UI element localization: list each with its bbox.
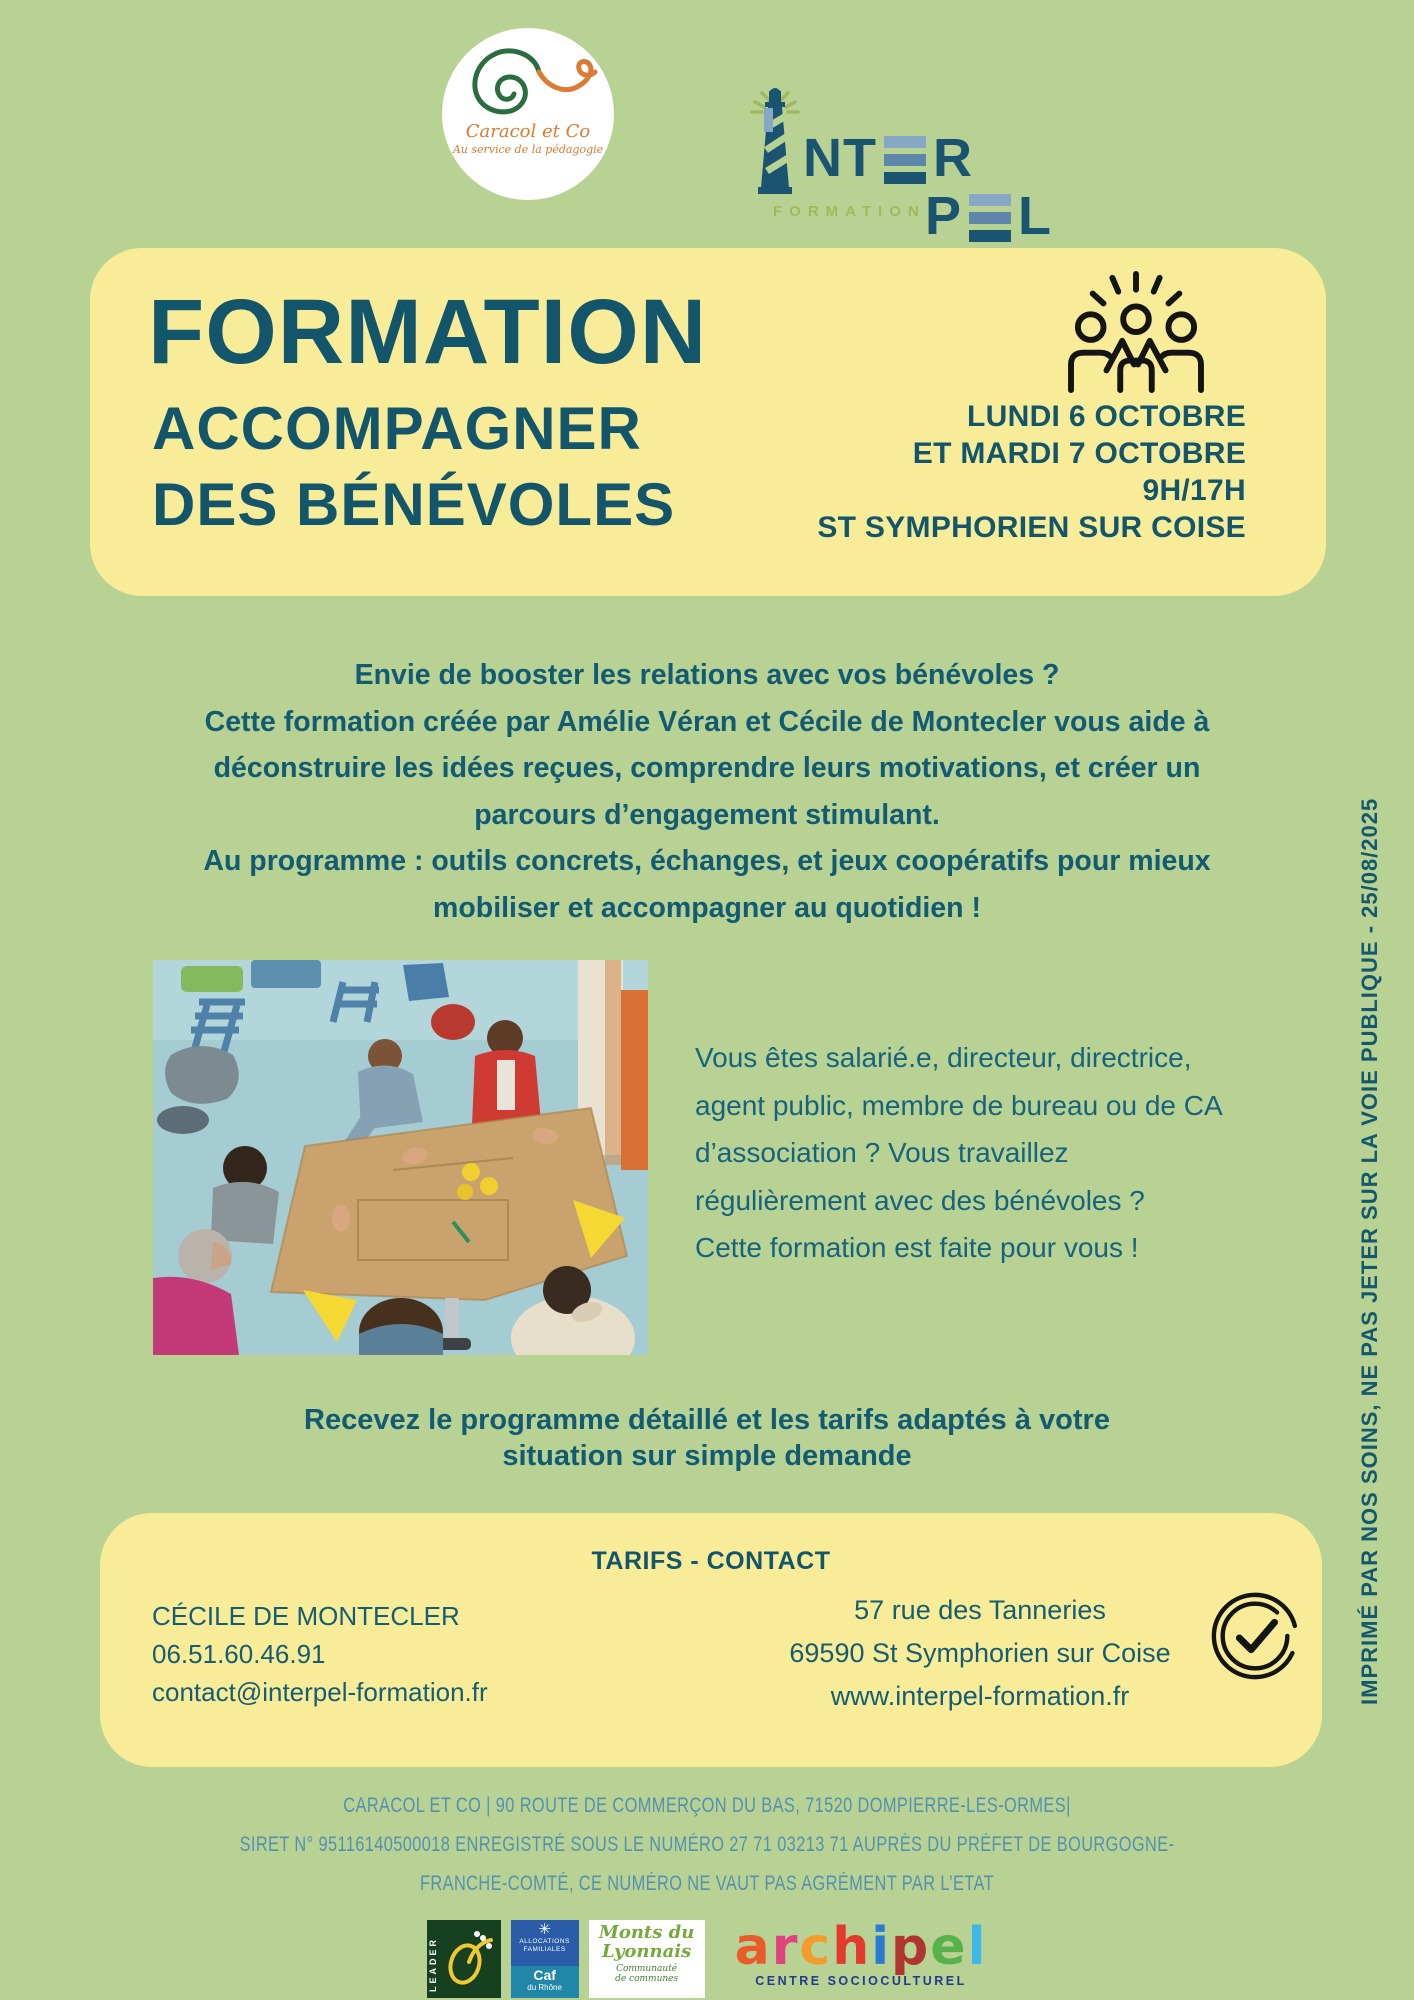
- archipel-letter: l: [967, 1917, 988, 1977]
- caracol-logo-tagline: Au service de la pédagogie: [452, 143, 604, 156]
- caf-region: du Rhône: [527, 1983, 562, 1992]
- mdl-name-line2: Lyonnais: [601, 1941, 692, 1962]
- archipel-subtitle: CENTRE SOCIOCULTUREL: [755, 1974, 967, 1988]
- archipel-wordmark: [734, 1917, 988, 1977]
- contact-address-block: [700, 1589, 1260, 1718]
- mdl-subtitle-line2: de communes: [615, 1974, 679, 1984]
- mdl-subtitle-line1: Communauté: [616, 1964, 678, 1974]
- celebration-people-icon: [1052, 268, 1220, 396]
- leader-logo-label: LEADER: [427, 1936, 438, 1992]
- event-location: ST SYMPHORIEN SUR COISE: [817, 511, 1246, 544]
- interpel-letter-p: P: [925, 186, 963, 246]
- spiral-wave-icon: [453, 42, 603, 120]
- page-title: FORMATION: [148, 281, 708, 383]
- archipel-letter: a: [734, 1917, 772, 1977]
- intro-line: mobiliser et accompagner au quotidien !: [433, 891, 981, 924]
- archipel-letter: e: [930, 1917, 968, 1977]
- intro-line: déconstruire les idées reçues, comprendre leurs motivations, et créer un: [213, 752, 1201, 784]
- intro-paragraph: [60, 652, 1354, 931]
- page-subtitle-line2: DES BÉNÉVOLES: [152, 471, 676, 538]
- event-time: 9H/17H: [1142, 474, 1246, 507]
- partner-logos-row: [0, 1917, 1414, 1998]
- audience-paragraph: [695, 1034, 1275, 1272]
- caf-label-line2: FAMILIALES: [523, 1946, 566, 1953]
- caf-logo: [511, 1920, 579, 1998]
- page-subtitle-line1: ACCOMPAGNER: [152, 395, 642, 462]
- audience-line: régulièrement avec des bénévoles ?: [695, 1184, 1145, 1216]
- interpel-letters-nt: NT: [803, 128, 877, 188]
- interpel-wordmark-top: [803, 128, 973, 188]
- caf-star-icon: ✳: [538, 1921, 551, 1938]
- mdl-name-line1: Monts du: [598, 1922, 695, 1943]
- cta-text: [60, 1402, 1354, 1474]
- legal-line: FRANCHE-COMTÉ, CE NUMÉRO NE VAUT PAS AGRÉMENT PAR L’ETAT: [420, 1872, 994, 1895]
- contact-box-title: TARIFS - CONTACT: [591, 1547, 831, 1575]
- interpel-logo: [745, 85, 1105, 265]
- monts-du-lyonnais-logo: [589, 1920, 705, 1998]
- interpel-wordmark-bottom: [925, 186, 1053, 246]
- archipel-letter: c: [799, 1917, 833, 1977]
- legal-line: CARACOL ET CO | 90 ROUTE DE COMMERÇON DU BAS, 71520 DOMPIERRE-LES-ORMES|: [343, 1794, 1071, 1817]
- caf-band: [511, 1966, 579, 1998]
- audience-line: d’association ? Vous travaillez: [695, 1137, 1069, 1168]
- contact-phone: 06.51.60.46.91: [152, 1639, 326, 1669]
- caracol-logo: [442, 28, 614, 200]
- interpel-letter-r: R: [932, 128, 973, 188]
- interpel-e-bars: [969, 194, 1011, 242]
- contact-address-line2: 69590 St Symphorien sur Coise: [789, 1638, 1171, 1668]
- intro-line: Cette formation créée par Amélie Véran et Cécile de Montecler vous aide à: [204, 705, 1210, 738]
- contact-box: [100, 1513, 1322, 1767]
- audience-line: agent public, membre de bureau ou de CA: [695, 1089, 1223, 1121]
- cta-line: situation sur simple demande: [502, 1440, 912, 1472]
- lighthouse-icon: [749, 85, 801, 197]
- intro-line: Au programme : outils concrets, échanges, et jeux coopératifs pour mieux: [203, 845, 1211, 877]
- caf-label-line1: ALLOCATIONS: [519, 1938, 570, 1945]
- archipel-letter: i: [871, 1917, 892, 1977]
- leader-plant-icon: [443, 1928, 495, 1990]
- workshop-photo: [153, 960, 648, 1355]
- event-date-line2: ET MARDI 7 OCTOBRE: [912, 437, 1246, 470]
- audience-line: Vous êtes salarié.e, directeur, directrice,: [695, 1042, 1192, 1073]
- intro-line: parcours d’engagement stimulant.: [474, 798, 940, 831]
- archipel-letter: p: [891, 1917, 931, 1977]
- print-side-note: IMPRIMÉ PAR NOS SOINS, NE PAS JETER SUR LA VOIE PUBLIQUE - 25/08/2025: [1357, 797, 1382, 1705]
- cta-line: Recevez le programme détaillé et les tarifs adaptés à votre: [304, 1404, 1110, 1436]
- contact-email: contact@interpel-formation.fr: [152, 1677, 488, 1707]
- contact-website: www.interpel-formation.fr: [830, 1681, 1130, 1711]
- audience-line: Cette formation est faite pour vous !: [695, 1232, 1139, 1263]
- title-banner: [90, 248, 1326, 596]
- event-date-line1: LUNDI 6 OCTOBRE: [967, 400, 1246, 433]
- event-date-location: [817, 398, 1246, 546]
- interpel-formation-label: FORMATION: [773, 203, 926, 220]
- contact-address-line1: 57 rue des Tanneries: [854, 1595, 1106, 1625]
- legal-footer: [0, 1786, 1414, 1903]
- contact-person-block: [152, 1597, 488, 1711]
- check-circle-icon: [1208, 1589, 1302, 1683]
- intro-line: Envie de booster les relations avec vos bénévoles ?: [354, 659, 1060, 691]
- archipel-logo: [734, 1917, 988, 1988]
- legal-line: SIRET N° 95116140500018 ENREGISTRÉ SOUS LE NUMÉRO 27 71 03213 71 AUPRÈS DU PRÉFET DE BOURGOGNE-: [239, 1833, 1175, 1856]
- archipel-letter: r: [771, 1917, 800, 1977]
- interpel-letter-l: L: [1018, 186, 1053, 246]
- interpel-e-bars: [884, 136, 926, 184]
- caf-name: Caf: [533, 1967, 556, 1983]
- leader-logo: [427, 1920, 501, 1998]
- contact-name: CÉCILE DE MONTECLER: [152, 1601, 460, 1631]
- caracol-logo-name: Caracol et Co: [465, 121, 591, 142]
- archipel-letter: h: [832, 1917, 872, 1977]
